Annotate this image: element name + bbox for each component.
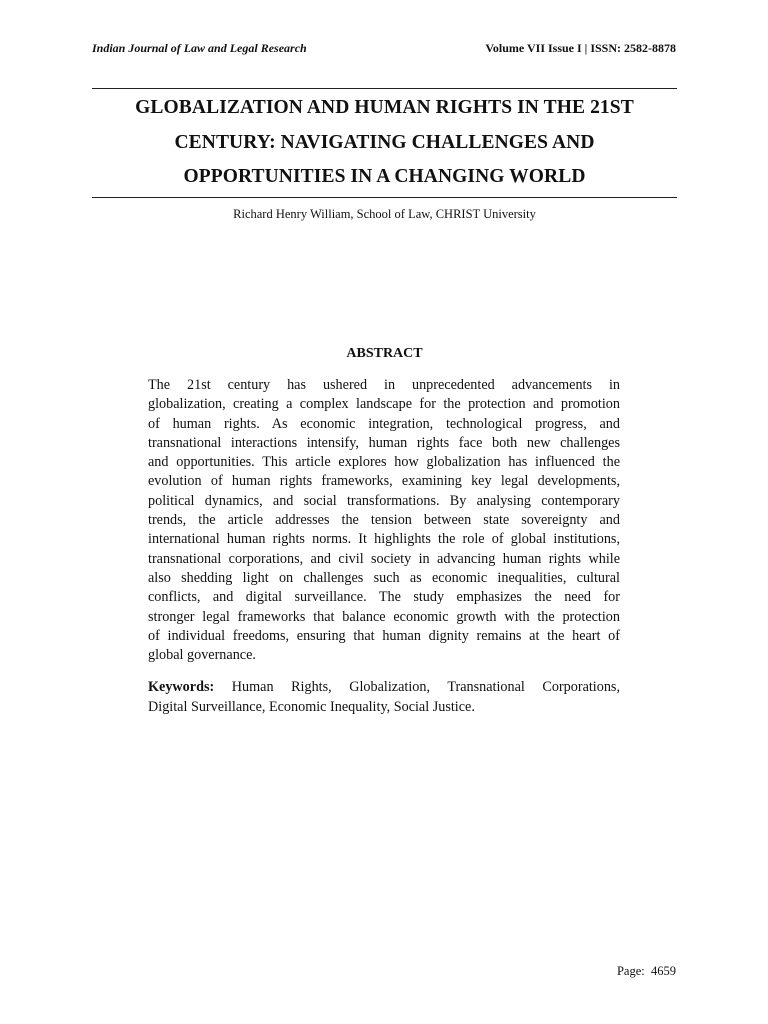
- abstract-line: evolution of human rights frameworks, examining key legal developments,: [148, 473, 620, 490]
- title-line: GLOBALIZATION AND HUMAN RIGHTS IN THE 21ST: [135, 97, 634, 118]
- title-line: CENTURY: NAVIGATING CHALLENGES AND: [174, 131, 595, 153]
- abstract-line: stronger legal frameworks that balance economic growth with the protection: [148, 608, 620, 625]
- page-number-value: 4659: [651, 964, 676, 978]
- author-affiliation: Richard Henry William, School of Law, CHRIST University: [233, 207, 536, 221]
- keywords-line: Digital Surveillance, Economic Inequality, Social Justice.: [148, 698, 475, 715]
- title-line: OPPORTUNITIES IN A CHANGING WORLD: [183, 166, 586, 187]
- abstract-line: conflicts, and digital surveillance. The study emphasizes the need for: [148, 589, 620, 606]
- abstract-heading: ABSTRACT: [346, 346, 423, 361]
- abstract-line: and opportunities. This article explores how globalization has influenced the: [148, 454, 620, 471]
- title-bottom-rule: [92, 197, 677, 198]
- abstract-line: of individual freedoms, ensuring that human dignity remains at the heart of: [148, 627, 620, 644]
- title-top-rule: [92, 88, 677, 89]
- volume-issn: Volume VII Issue I | ISSN: 2582-8878: [485, 41, 676, 55]
- abstract-line: transnational interactions intensify, human rights face both new challenges: [148, 434, 620, 451]
- keywords-line: [148, 678, 620, 698]
- keywords: [148, 678, 620, 717]
- abstract-line: of human rights. As economic integration, technological progress, and: [148, 415, 620, 432]
- abstract-line: trends, the article addresses the tension between state sovereignty and: [148, 512, 620, 529]
- article-title: [92, 91, 677, 195]
- keywords-label: Keywords:: [148, 679, 215, 695]
- running-header: [92, 41, 676, 61]
- journal-name: Indian Journal of Law and Legal Research: [92, 41, 307, 55]
- abstract-line: globalization, creating a complex landscape for the protection and promotion: [148, 396, 620, 413]
- abstract-line: The 21st century has ushered in unprecedented advancements in: [148, 377, 620, 393]
- abstract-line: political dynamics, and social transformations. By analysing contemporary: [148, 492, 620, 509]
- page-label: Page:: [616, 964, 645, 978]
- abstract-line: international human rights norms. It highlights the role of global institutions,: [148, 531, 620, 548]
- abstract-body: [148, 376, 620, 665]
- abstract-line: transnational corporations, and civil society in advancing human rights while: [148, 550, 620, 567]
- keywords-text: Human Rights, Globalization, Transnational Corporations,: [231, 679, 621, 695]
- page-number: [617, 964, 676, 979]
- abstract-line: also shedding light on challenges such as economic inequalities, cultural: [148, 569, 620, 586]
- abstract-line: global governance.: [148, 647, 256, 664]
